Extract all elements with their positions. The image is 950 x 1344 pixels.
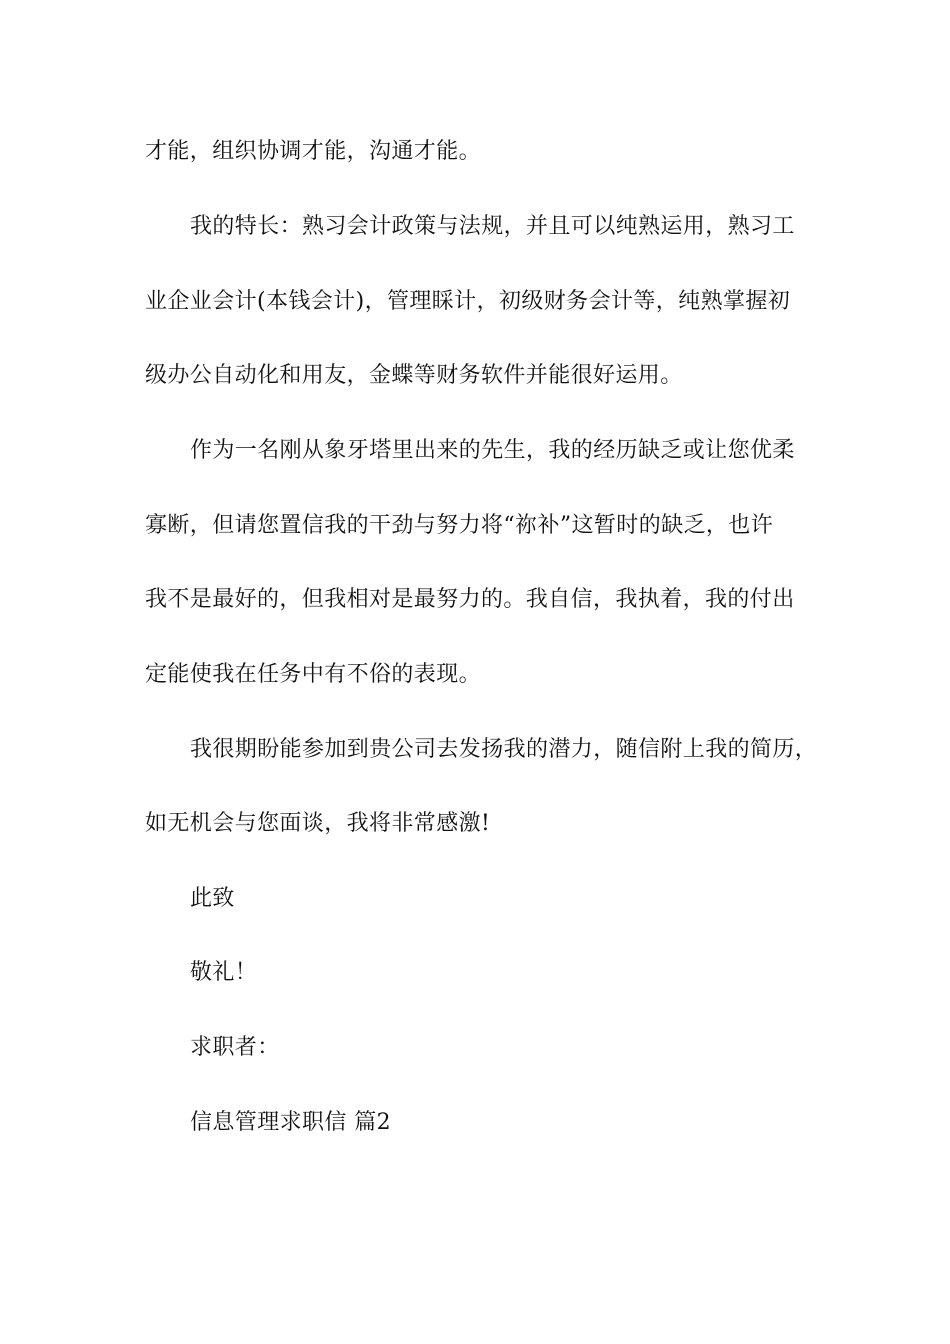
paragraph-line: 才能，组织协调才能，沟通才能。: [145, 139, 482, 164]
paragraph-line: 我很期盼能参加到贵公司去发扬我的潜力，随信附上我的简历，: [190, 737, 818, 762]
paragraph-line: 作为一名刚从象牙塔里出来的先生，我的经历缺乏或让您优柔: [190, 438, 795, 463]
paragraph-line: 寡断，但请您置信我的干劲与努力将“祢补”这暂时的缺乏，也许: [145, 513, 774, 538]
paragraph-line: 业企业会计(本钱会计)，管理睬计，初级财务会计等，纯熟掌握初: [145, 289, 791, 314]
paragraph-line: 我不是最好的，但我相对是最努力的。我自信，我执着，我的付出: [145, 587, 795, 612]
paragraph-line: 如无机会与您面谈，我将非常感激!: [145, 811, 491, 836]
paragraph-line: 我的特长：熟习会计政策与法规，并且可以纯熟运用，熟习工: [190, 214, 795, 239]
closing-salutation: 此致: [190, 886, 235, 911]
closing-regards: 敬礼！: [190, 960, 258, 985]
signature-label: 求职者：: [190, 1035, 280, 1060]
paragraph-line: 定能使我在任务中有不俗的表现。: [145, 662, 482, 687]
paragraph-line: 级办公自动化和用友，金蝶等财务软件并能很好运用。: [145, 363, 683, 388]
section-heading: 信息管理求职信 篇2: [190, 1110, 391, 1135]
